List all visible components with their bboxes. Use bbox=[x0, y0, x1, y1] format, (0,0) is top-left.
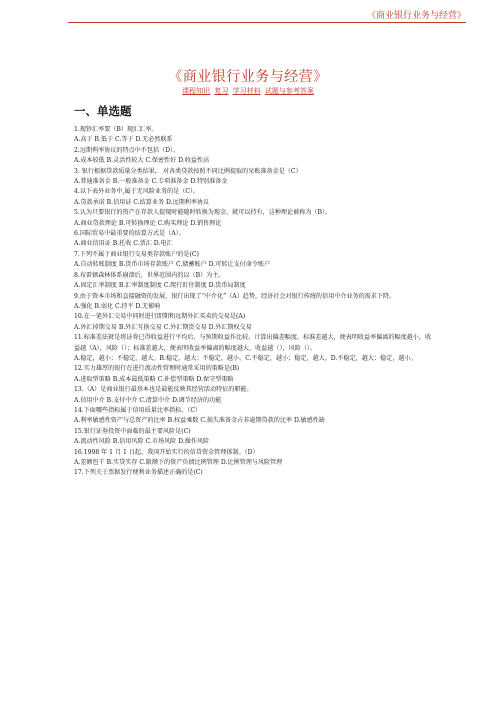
question-line: 17.下列关于票据发行便利业务描述正确的是(C) bbox=[74, 469, 203, 477]
subtitle-tag: 复习 bbox=[214, 87, 229, 95]
question-line: 11.标准差法就是将证券已得收益进行平均后，与预期收益作比较，计算出偏差幅度。标准差越大，便表明收益率偏离的幅度越小，收益越（A），风险（）；标准差越大，便表明收益率偏离的幅度越大，收益越（），风险（）。 bbox=[74, 334, 432, 352]
question-line: 6.国际贸易中最重要的结算方式是（A）。 bbox=[74, 230, 185, 238]
question-line: 2.远期利率协议的特点中不包括（D）。 bbox=[74, 146, 180, 154]
options-line: A.成本较低 B.灵活性较大 C.保密性好 D.收益性高 bbox=[74, 157, 210, 165]
options-line: A.普通准备金 B.一般准备金 C.专项准备金 D.特别准备金 bbox=[74, 178, 228, 186]
options-line: A.自动转账制度 B.货币市场存款账户 C.储蓄账户 D.可转让支付命令账户 bbox=[74, 261, 271, 269]
options-line: A.高于 B.低于 C.等于 D.无必然联系 bbox=[74, 136, 173, 144]
question-line: 5.认为只要银行的资产在存款人提现时能随时转换为现金，就可以持有，这种理论被称为（B）。 bbox=[74, 209, 332, 217]
options-line: A.稳定，越小；不稳定，越大。B.稳定，越大；不稳定，越小。C.不稳定，越小；稳定，越大。D.不稳定，越大；稳定，越小。 bbox=[74, 354, 417, 362]
question-line: 16.1998 年 1 月 1 日起，我国开始实行的信贷资金管理体制。（D） bbox=[74, 448, 259, 456]
options-line: A.商业信用证 B.托收 C.票汇 D.电汇 bbox=[74, 240, 173, 248]
options-line: A.流动性风险 B.信用风险 C.市场风险 D.操作风险 bbox=[74, 438, 210, 446]
options-line: A.差额包干 B.实贷实存 C.限额下的资产负债比例管理 D.比例管理与风险管理 bbox=[74, 459, 283, 466]
document-subtitle bbox=[0, 86, 496, 96]
options-line: A.固定汇率制度 B.汇率制度制度 C.爬行盯住制度 D.货币局制度 bbox=[74, 282, 246, 290]
question-line: 9.由于资本市场和直接融资的发展，银行出现了“中介化”（A）趋势，经济社会对银行传统的信用中介业务的需求下降。 bbox=[74, 292, 396, 300]
document-title: 《商业银行业务与经营》 bbox=[168, 69, 328, 85]
options-line: A.利率敏感性资产与总资产的比率 B.权益乘数 C.损失准备金占非逾期贷款的比率 D.敏感性缺 bbox=[74, 417, 325, 425]
options-line: A.贷款承诺 B.信用证 C.结算业务 D.远期利率协议 bbox=[74, 198, 210, 206]
question-line: 3. 银行根据贷款质量分类结果， 对各类贷款按照不同比例提取的呆账准备金是（C） bbox=[74, 167, 302, 175]
subtitle-tag: 学习材料 bbox=[232, 87, 261, 95]
question-line: 13.（A）是商业银行最基本也是最能反映其经营活动特征的职能。 bbox=[74, 386, 253, 394]
question-line: 12.实力雄厚的银行在进行流动性管理时通常采用的策略是(B) bbox=[74, 365, 240, 373]
section-heading: 一、单选题 bbox=[74, 104, 132, 118]
question-list bbox=[74, 125, 432, 479]
options-line: A.进取型策略 B.成本最低策略 C.补偿型策略 D.保守型策略 bbox=[74, 375, 234, 383]
header-title: 《商业银行业务与经营》 bbox=[366, 11, 466, 21]
options-line: A.信用中介 B.支付中介 C.清算中介 D.调节经济的功能 bbox=[74, 396, 222, 404]
question-line: 7.下列不属于商业银行交易类存款账户的是(C) bbox=[74, 250, 199, 258]
options-line: A.商业贷款理论 B.可转换理论 C.购买理论 D.销售理论 bbox=[74, 219, 222, 227]
question-line: 10.在一笔外汇交易中同时进行即期和远期外汇买卖的交易是(A) bbox=[74, 313, 246, 321]
subtitle-tag: 课程知识 bbox=[182, 87, 211, 95]
question-line: 8.布雷顿森林体系崩溃后，世界范围内的以（B）为主。 bbox=[74, 271, 225, 279]
subtitle-tag: 试题与参考答案 bbox=[264, 87, 314, 95]
header-rule bbox=[68, 22, 466, 23]
question-line: 4.以下表外业务中,属于无风险业务的是（C）。 bbox=[74, 188, 200, 196]
options-line: A.强化 B.弱化 C.持平 D.无影响 bbox=[74, 302, 161, 310]
question-line: 14.下面哪些指标属于信用质量比率指标。（C） bbox=[74, 406, 202, 414]
question-line: 1.现钞汇率要（B）现汇汇率。 bbox=[74, 126, 158, 133]
question-line: 15.银行证券投资中面临的最主要风险是(C) bbox=[74, 427, 191, 435]
options-line: A.外汇掉期交易 B.外汇互换交易 C.外汇期货交易 D.外汇期权交易 bbox=[74, 323, 252, 331]
